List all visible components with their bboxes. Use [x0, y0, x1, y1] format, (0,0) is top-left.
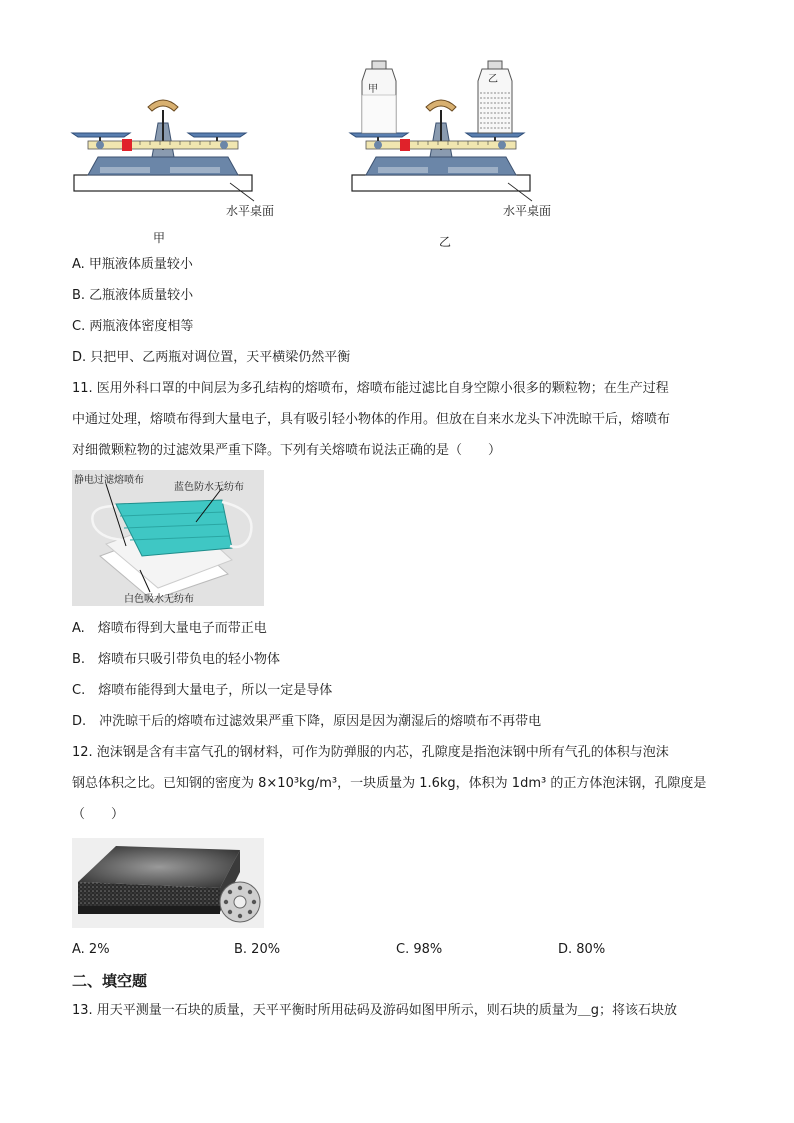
q11-stem-line-2: 中通过处理，熔喷布得到大量电子，具有吸引轻小物体的作用。但放在自来水龙头下冲洗晾干后，熔喷布 [72, 412, 671, 427]
balance-figure [60, 55, 560, 255]
table-label-left: 水平桌面 [226, 204, 275, 218]
q12-stem-line-1: 12. 泡沫钢是含有丰富气孔的钢材料，可作为防弹服的内芯，孔隙度是指泡沫钢中所有气孔的体积与泡沫 [72, 745, 669, 760]
q12-option-c: C. 98% [396, 942, 443, 957]
q12-stem-line-2: 钢总体积之比。已知钢的密度为 8×10³kg/m³，一块质量为 1.6kg，体积为 1dm³ 的正方体泡沫钢，孔隙度是 [72, 776, 707, 791]
mask-label-blue-fabric: 蓝色防水无纺布 [174, 482, 244, 493]
balance-left [72, 100, 254, 201]
q12-stem-line-3: （ ） [72, 807, 125, 822]
mask-photo [72, 470, 264, 606]
q10-option-d: D. 只把甲、乙两瓶对调位置，天平横梁仍然平衡 [72, 350, 351, 365]
bottle-left-label: 甲 [368, 84, 378, 95]
table-label-right: 水平桌面 [503, 204, 552, 218]
q10-option-b: B. 乙瓶液体质量较小 [72, 288, 194, 303]
bottle-right-label: 乙 [488, 74, 498, 85]
mask-label-meltblown: 静电过滤熔喷布 [74, 475, 144, 486]
q13-stem: 13. 用天平测量一石块的质量，天平平衡时所用砝码及游码如图甲所示，则石块的质量为＿g；将该石块放 [72, 1003, 678, 1018]
foam-steel-photo [72, 838, 264, 928]
figure-caption-yi: 乙 [439, 235, 452, 249]
q12-option-b: B. 20% [234, 942, 281, 957]
section-title: 二、填空题 [72, 972, 148, 990]
q10-option-c: C. 两瓶液体密度相等 [72, 319, 194, 334]
q12-option-d: D. 80% [558, 942, 606, 957]
q11-option-c: C. 熔喷布能得到大量电子，所以一定是导体 [72, 683, 333, 698]
q11-stem-line-3: 对细微颗粒物的过滤效果严重下降。下列有关熔喷布说法正确的是（ ） [72, 443, 502, 458]
q11-option-d: D. 冲洗晾干后的熔喷布过滤效果严重下降，原因是因为潮湿后的熔喷布不再带电 [72, 714, 542, 729]
q11-option-a: A. 熔喷布得到大量电子而带正电 [72, 621, 267, 636]
q11-stem-line-1: 11. 医用外科口罩的中间层为多孔结构的熔喷布，熔喷布能过滤比自身空隙小很多的颗粒物；在生产过程 [72, 381, 669, 396]
q11-option-b: B. 熔喷布只吸引带负电的轻小物体 [72, 652, 281, 667]
q12-option-a: A. 2% [72, 942, 110, 957]
figure-caption-jia: 甲 [153, 231, 166, 245]
mask-label-white-fabric: 白色吸水无纺布 [124, 594, 194, 605]
q10-option-a: A. 甲瓶液体质量较小 [72, 257, 193, 272]
bottle-jia [362, 61, 396, 133]
